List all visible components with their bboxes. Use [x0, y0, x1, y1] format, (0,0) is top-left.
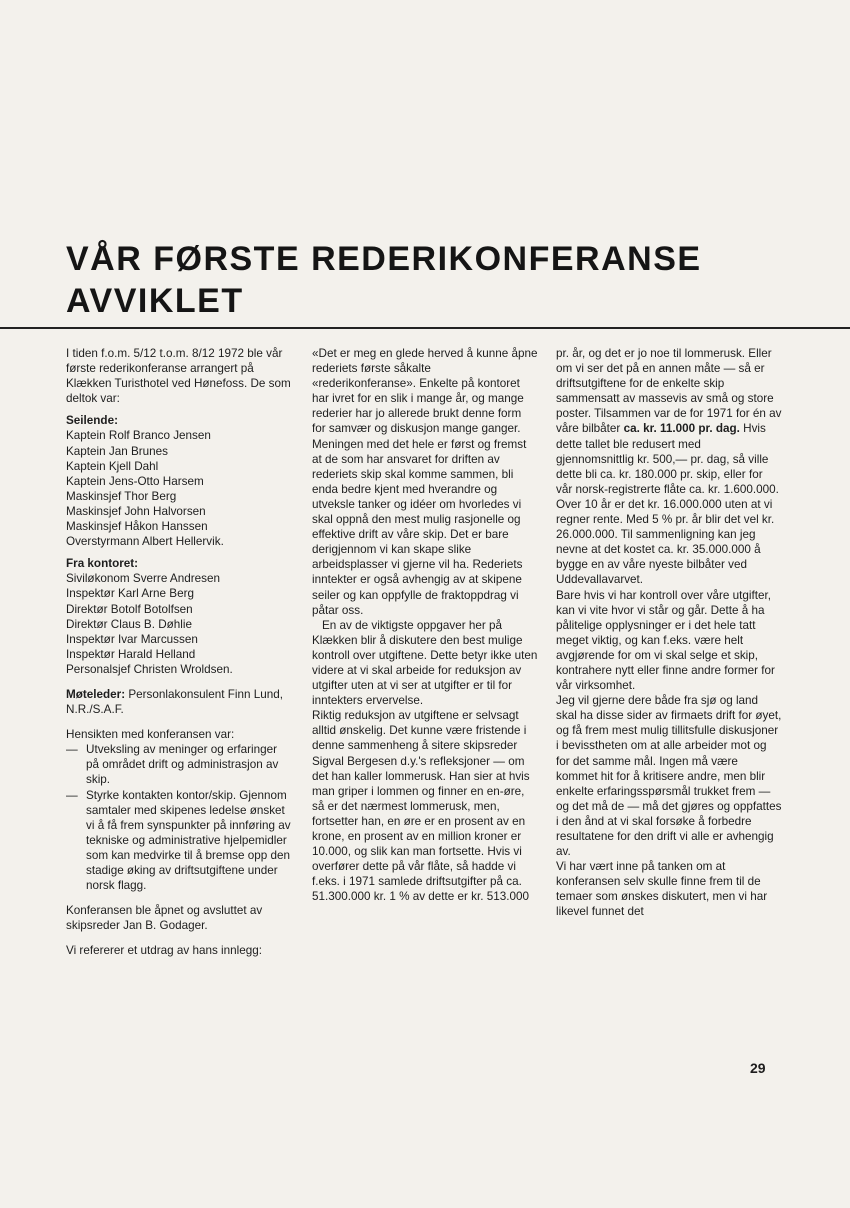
kontoret-heading: Fra kontoret: — [66, 557, 139, 571]
participant-name: Kaptein Jens-Otto Harsem — [66, 474, 204, 488]
apnet-paragraph: Konferansen ble åpnet og avsluttet av skipsreder Jan B. Godager. — [66, 904, 263, 933]
speech-paragraph-3: En av de viktigste oppgaver her på Klækken blir å diskutere den best mulige kontroll over utgiftene. Dette betyr ikke uten videre at vi skal arbeide for reduksjon av utgifter uten at vi ser at utgifter er til for inntekters ervervelse. — [312, 618, 538, 708]
participant-name: Overstyrmann Albert Hellervik. — [66, 535, 224, 549]
speech-paragraph-1: «Det er meg en glede herved å kunne åpne rederiets første såkalte «rederikonferanse». Enkelte på kontoret har ivret for en slik i mange år, og mange rederier har jo allerede brukt denne form for samvær og diskusjon mange ganger. — [312, 347, 538, 436]
speech-paragraph-6: Bare hvis vi har kontroll over våre utgifter, kan vi vite hvor vi står og går. Dette å ha pålitelige opplysninger er i det hele tatt meget viktig, og kan f.eks. være helt avgjørende for om vi skal selge et skip, kontrahere nytt eller finne andre former for vår virksomhet. — [556, 588, 775, 693]
title-rule — [0, 327, 850, 329]
participant-name: Inspektør Karl Arne Berg — [66, 587, 194, 601]
participant-name: Maskinsjef Håkon Hanssen — [66, 520, 208, 534]
participant-name: Maskinsjef John Halvorsen — [66, 504, 206, 518]
refererer-paragraph: Vi refererer et utdrag av hans innlegg: — [66, 944, 262, 958]
column-1 — [66, 346, 292, 958]
speech-paragraph-8: Vi har vært inne på tanken om at konferansen selv skulle finne frem til de temaer som ønskes diskutert, men vi har likevel funnet det — [556, 860, 768, 919]
dash-marker: — — [66, 743, 78, 757]
intro-paragraph: I tiden f.o.m. 5/12 t.o.m. 8/12 1972 ble vår første rederikonferanse arrangert på Klækken Turisthotel ved Hønefoss. De som deltok var: — [66, 347, 291, 406]
page-number: 29 — [750, 1060, 766, 1076]
moteleder-label: Møteleder: — [66, 687, 126, 701]
participant-name: Inspektør Harald Helland — [66, 647, 196, 661]
participant-name: Inspektør Ivar Marcussen — [66, 632, 198, 646]
article-title — [66, 238, 826, 322]
participant-name: Direktør Claus B. Døhlie — [66, 617, 192, 631]
speech-paragraph-5 — [556, 346, 782, 588]
hensikten-line: Hensikten med konferansen var: — [66, 728, 235, 742]
speech-paragraph-7: Jeg vil gjerne dere både fra sjø og land skal ha disse sider av firmaets drift for øyet, og få frem mest mulig tillitsfulle diskusjoner i bevisstheten om at alle arbeider mot og for det samme mål. Ingen må være kommet hit for å kritisere andre, men blir enkelte erfaringsspørsmål trukket frem — og det må de — må det gjøres og oppfattes i den ånd at vi skal forsøke å forbedre resultatene for den drift vi alle er avhengig av. — [556, 694, 782, 859]
participant-name: Kaptein Kjell Dahl — [66, 459, 159, 473]
column-3 — [556, 346, 782, 920]
title-line-1: VÅR FØRSTE REDERIKONFERANSE — [66, 240, 702, 278]
speech-paragraph-2: Meningen med det hele er først og fremst at de som har ansvaret for driften av rederiets skip skal komme sammen, bli enda bedre kjent med hverandre og utveksle tanker og idéer om hvorledes vi skal oppnå den mest mulig rasjonelle og effektive drift av våre skip. Det er bare derigjennom vi kan skape slike arbeidsplasser vi gjerne vil ha. Rederiets inntekter er også avhengig av at skipene seiler og kan oppfylle de fraktoppdrag vi påtar oss. — [312, 437, 527, 617]
daily-cost-highlight: ca. kr. 11.000 pr. dag. — [623, 422, 740, 436]
participant-name: Kaptein Rolf Branco Jensen — [66, 429, 211, 443]
cost-text-a: pr. år, og det er jo noe til lommerusk. Eller om vi ser det på en annen måte — så er driftsutgiftene for de enkelte skip sammensatt av massevis av små og store poster. Tilsammen var de for 1971 for én av våre bilbåter — [556, 347, 782, 436]
purpose-text-2: Styrke kontakten kontor/skip. Gjennom samtaler med skipenes ledelse ønsket vi å få frem synspunkter på innføring av tekniske og administrative hjelpemidler som kan medvirke til å bremse opp den stadige øking av driftsutgiftene under norsk flagg. — [86, 788, 291, 893]
title-line-2: AVVIKLET — [66, 282, 244, 320]
seilende-heading: Seilende: — [66, 414, 118, 428]
participant-name: Siviløkonom Sverre Andresen — [66, 572, 220, 586]
purpose-item-1 — [66, 742, 292, 787]
speech-paragraph-4: Riktig reduksjon av utgiftene er selvsagt alltid ønskelig. Det kunne være fristende i denne sammenheng å sitere skipsreder Sigval Bergesen d.y.'s refleksjoner — om det han kaller lommerusk. Han sier at hvis man griper i lommen og finner en en-øre, så er det nærmest lommerusk, men, fortsetter han, en øre er en prosent av en krone, en prosent av en million kroner er 10.000, og slik kan man fortsette. Hvis vi overfører dette på vår flåte, så hadde vi f.eks. i 1971 samlede driftsutgifter på ca. 51.300.000 kr. 1 % av dette er kr. 513.000 — [312, 709, 530, 904]
participant-name: Personalsjef Christen Wroldsen. — [66, 662, 233, 676]
moteleder-text: Personlakonsulent Finn Lund, N.R./S.A.F. — [66, 687, 283, 717]
cost-text-b: Hvis dette tallet ble redusert med gjennomsnittlig kr. 500,— pr. dag, så ville dette bli ca. kr. 180.000 pr. skip, eller for vår norsk-registrerte flåte ca. kr. 1.600.000. Over 10 år er det kr. 16.000.000 uten at vi regner rente. Med 5 % pr. år blir det vel kr. 26.000.000. Til sammenligning kan jeg nevne at det kostet ca. kr. 35.000.000 å bygge en av våre nyeste bilbåter ved Uddevallavarvet. — [556, 422, 779, 587]
purpose-item-2 — [66, 788, 292, 894]
participant-name: Direktør Botolf Botolfsen — [66, 602, 193, 616]
moteleder-paragraph — [66, 687, 292, 717]
column-2 — [312, 346, 538, 904]
participant-name: Maskinsjef Thor Berg — [66, 489, 177, 503]
purpose-text-1: Utveksling av meninger og erfaringer på området drift og administrasjon av skip. — [86, 743, 279, 787]
dash-marker: — — [66, 788, 78, 802]
participant-name: Kaptein Jan Brunes — [66, 444, 169, 458]
